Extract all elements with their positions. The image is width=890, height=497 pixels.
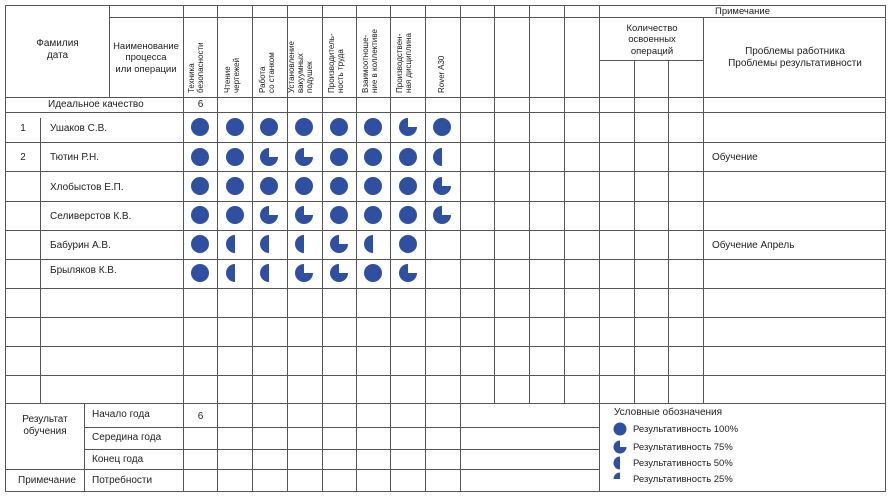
employee-name: Брыляков К.В. — [50, 265, 117, 276]
employee-name: Бабурин А.В. — [50, 240, 111, 251]
results-row-label: Конец года — [92, 454, 144, 465]
skill-header: Работа со станком — [258, 52, 276, 93]
results-value: 6 — [197, 411, 204, 422]
skill-header: Rover A30 — [437, 55, 446, 93]
legend-label: Результативность 50% — [633, 458, 733, 469]
employee-number: 1 — [20, 123, 26, 134]
ops-count-header: Количество освоенных операций — [626, 23, 678, 57]
employee-name: Селиверстов К.В. — [50, 211, 132, 222]
note-header: Примечание — [715, 6, 770, 17]
legend-label: Результативность 25% — [633, 474, 733, 485]
legend-title: Условные обозначения — [614, 407, 723, 418]
skill-header: Техника безопасности — [187, 42, 205, 93]
employee-name: Хлобыстов Е.П. — [50, 182, 124, 193]
results-label: Результат обучения — [22, 414, 68, 437]
employee-note: Обучение — [712, 152, 758, 163]
results-row-label: Середина года — [92, 432, 162, 443]
employee-name: Ушаков С.В. — [50, 123, 108, 134]
needs-label: Потребности — [92, 475, 153, 486]
name-date-header: Фамилия дата — [36, 38, 79, 61]
skill-header: Установление вакуумных подушек — [287, 41, 314, 93]
footer-note-label: Примечание — [18, 475, 76, 486]
employee-name: Тютин Р.Н. — [50, 152, 99, 163]
problems-header: Проблемы работника Проблемы результативности — [728, 46, 862, 69]
employee-note: Обучение Апрель — [712, 240, 795, 251]
legend-label: Результативность 100% — [633, 424, 739, 435]
skill-header: Взаимоотноше- ние в коллективе — [361, 28, 379, 93]
skill-header: Производствен- ная дисциплина — [395, 33, 413, 93]
legend-label: Результативность 75% — [633, 442, 733, 453]
process-header: Наименование процесса или операции — [113, 41, 179, 75]
results-row-label: Начало года — [92, 409, 150, 420]
employee-number: 2 — [20, 152, 26, 163]
skill-header: Чтение чертежей — [223, 57, 241, 93]
ideal-quality-label: Идеальное качество — [48, 99, 144, 110]
skill-header: Производитель- ность труда — [327, 33, 345, 93]
ideal-value: 6 — [197, 99, 204, 110]
